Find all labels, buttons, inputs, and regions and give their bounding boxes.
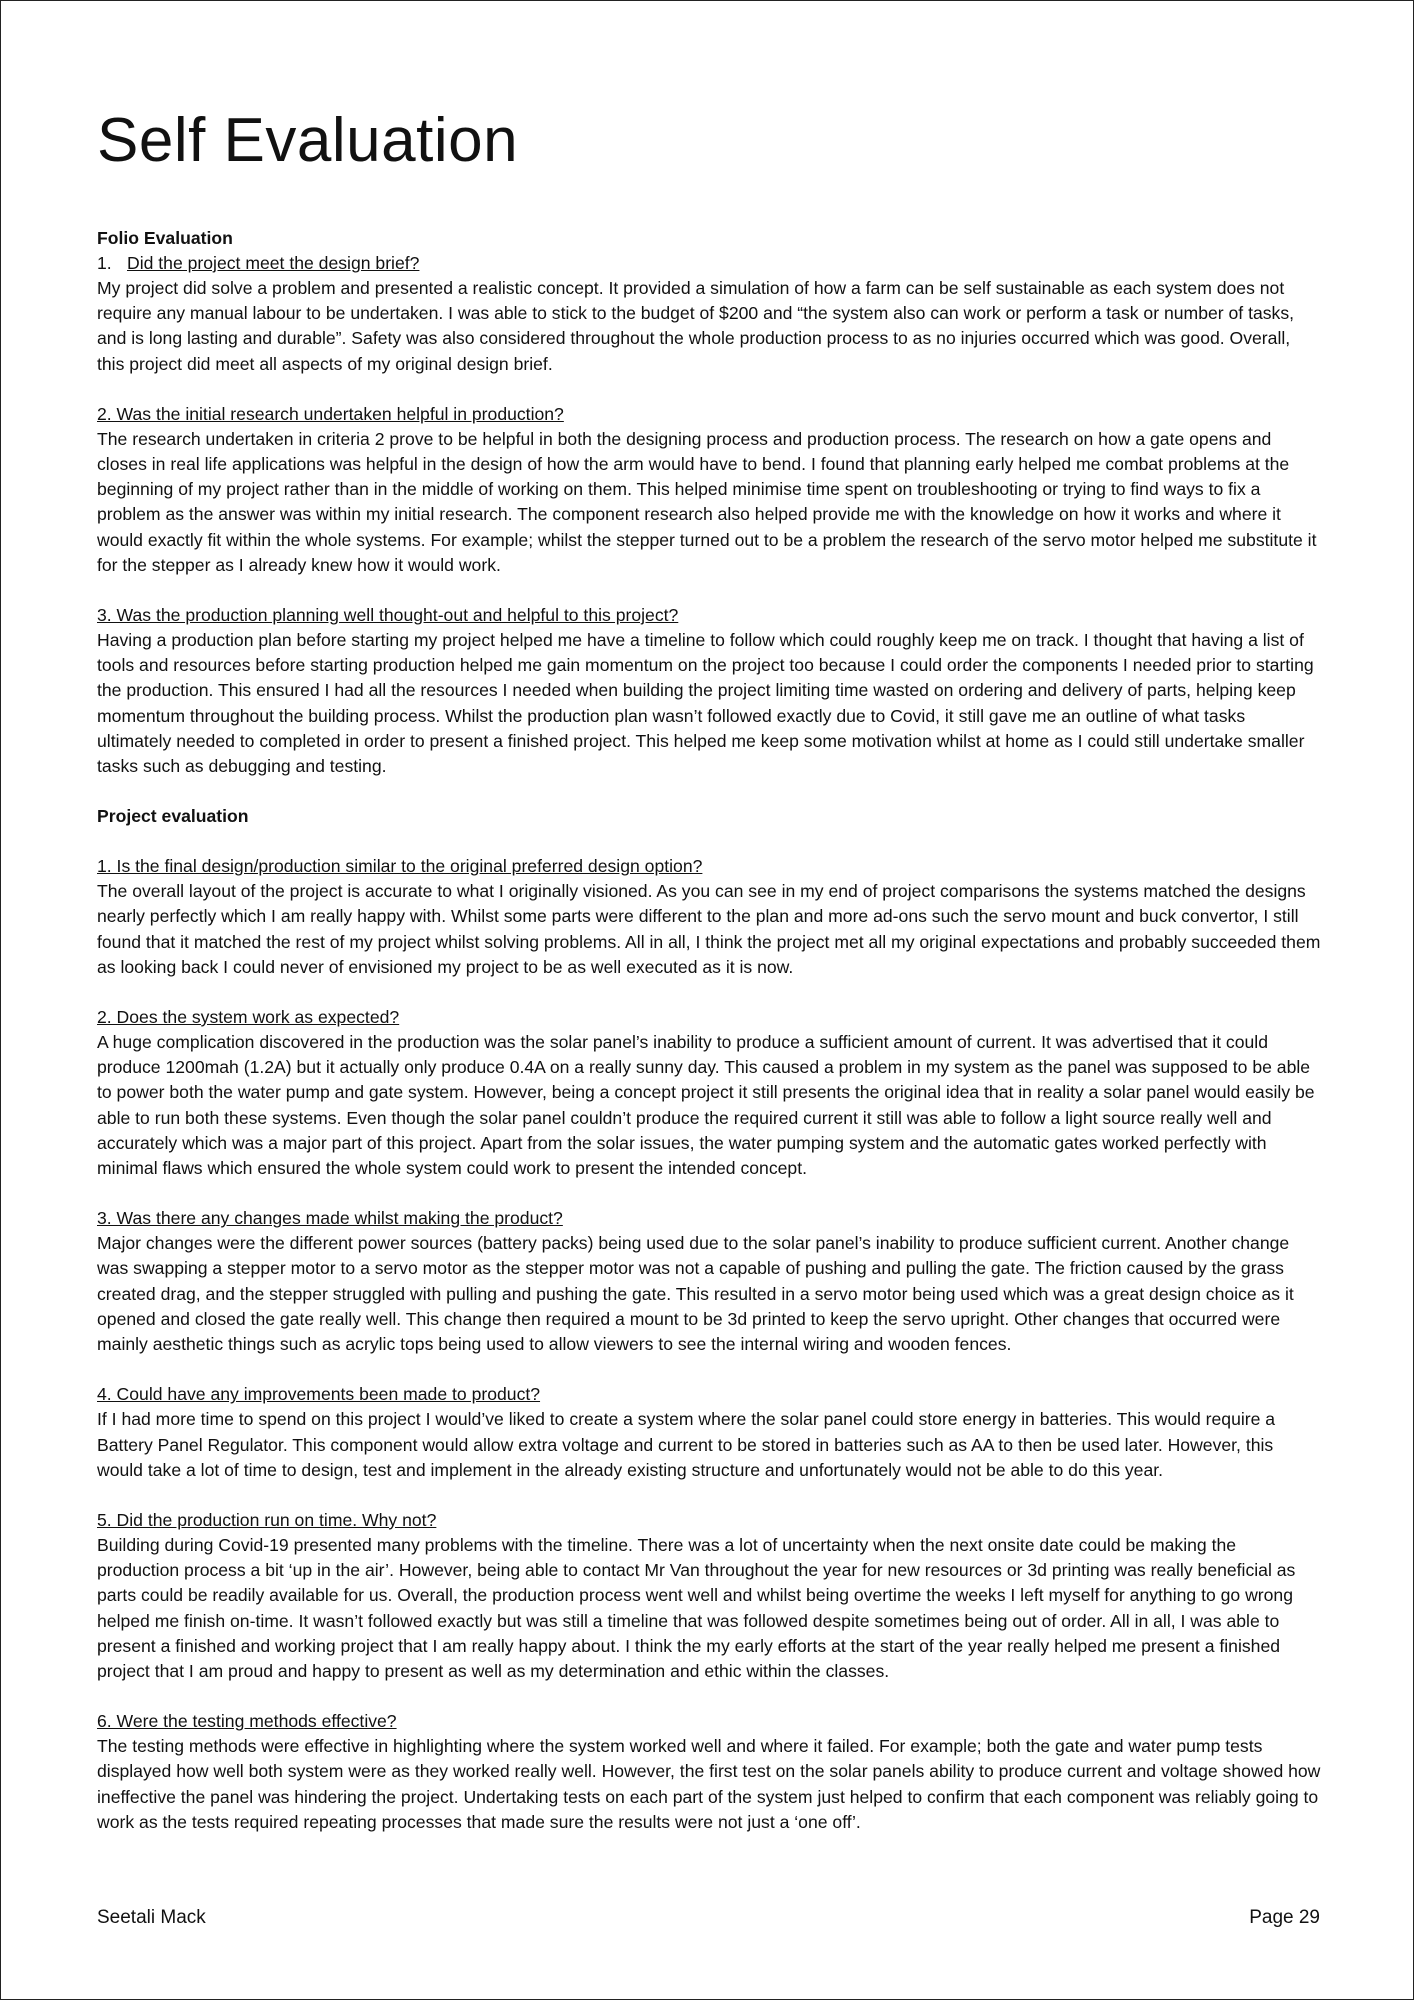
- page-title: Self Evaluation: [97, 106, 519, 175]
- question-answer: The testing methods were effective in highlighting where the system worked well and where it failed. For example; both the gate and water pump tests displayed how well both system were as they worked really well. However, the first test on the solar panels ability to produce current and voltage showed how ineffective the panel was hindering the project. Undertaking tests on each part of the system just helped to confirm that each component was reliably going to work as the tests required repeating processes that made sure the results were not just a ‘one off’.: [97, 1736, 1321, 1832]
- question-title: 3. Was the production planning well thought-out and helpful to this project?: [97, 605, 679, 626]
- question-title: 3. Was there any changes made whilst making the product?: [97, 1208, 563, 1229]
- folio-evaluation-heading: Folio Evaluation: [97, 228, 233, 248]
- question-answer: My project did solve a problem and presented a realistic concept. It provided a simulation of how a farm can be self sustainable as each system does not require any manual labour to be undertaken. I was able to stick to the budget of $200 and “the system also can work or perform a task or number of tasks, and is long lasting and durable”. Safety was also considered throughout the whole production process to as no injuries occurred which was good. Overall, this project did meet all aspects of my original design brief.: [97, 278, 1295, 374]
- question-title: 2. Was the initial research undertaken helpful in production?: [97, 403, 564, 424]
- question-title: [97, 251, 1322, 276]
- author-name: Seetali Mack: [97, 1907, 206, 1928]
- project-question-6: [97, 1709, 1322, 1835]
- project-question-5: [97, 1508, 1322, 1684]
- project-question-4: [97, 1382, 1322, 1483]
- project-question-2: [97, 1005, 1322, 1181]
- page-footer: [97, 1906, 1320, 1930]
- question-answer: Building during Covid-19 presented many problems with the timeline. There was a lot of uncertainty when the next onsite date could be making the production process a bit ‘up in the air’. However, being able to contact Mr Van throughout the year for new resources or 3d printing was really beneficial as parts could be readily available for us. Overall, the production process went well and whilst being overtime the weeks I left myself for anything to go wrong helped me finish on-time. It wasn’t followed exactly but was still a timeline that was followed despite sometimes being out of order. All in all, I was able to present a finished and working project that I am really happy about. I think the my early efforts at the start of the year really helped me present a finished project that I am proud and happy to present as well as my determination and ethic within the classes.: [97, 1534, 1296, 1681]
- question-answer: The research undertaken in criteria 2 prove to be helpful in both the designing process and production process. The research on how a gate opens and closes in real life applications was helpful in the design of how the arm would have to bend. I found that planning early helped me combat problems at the beginning of my project rather than in the middle of working on them. This helped minimise time spent on troubleshooting or trying to find ways to fix a problem as the answer was within my initial research. The component research also helped provide me with the knowledge on how it works and where it would exactly fit within the whole systems. For example; whilst the stepper turned out to be a problem the research of the servo motor helped me substitute it for the stepper as I already knew how it would work.: [97, 428, 1317, 575]
- question-answer: Major changes were the different power sources (battery packs) being used due to the solar panel’s inability to produce sufficient current. Another change was swapping a stepper motor to a servo motor as the stepper motor was not a capable of pushing and pulling the gate. The friction caused by the grass created drag, and the stepper struggled with pulling and pushing the gate. This resulted in a servo motor being used which was a great design choice as it opened and closed the gate really well. This change then required a mount to be 3d printed to keep the servo upright. Other changes that occurred were mainly aesthetic things such as acrylic tops being used to allow viewers to see the internal wiring and wooden fences.: [97, 1233, 1294, 1355]
- question-answer: A huge complication discovered in the production was the solar panel’s inability to produce a sufficient amount of current. It was advertised that it could produce 1200mah (1.2A) but it actually only produce 0.4A on a really sunny day. This caused a problem in my system as the panel was supposed to be able to power both the water pump and gate system. However, being a concept project it still presents the original idea that in reality a solar panel would easily be able to run both these systems. Even though the solar panel couldn’t produce the required current it still was able to follow a light source really well and accurately which was a major part of this project. Apart from the solar issues, the water pumping system and the automatic gates worked perfectly with minimal flaws which ensured the whole system could work to present the intended concept.: [97, 1032, 1315, 1179]
- question-answer: The overall layout of the project is accurate to what I originally visioned. As you can see in my end of project comparisons the systems matched the designs nearly perfectly which I am really happy with. Whilst some parts were different to the plan and more ad-ons such the servo mount and buck convertor, I still found that it matched the rest of my project whilst solving problems. All in all, I think the project met all my original expectations and probably succeeded them as looking back I could never of envisioned my project to be as well executed as it is now.: [97, 881, 1321, 977]
- section-spacer: [97, 829, 1322, 854]
- question-title: 1. Is the final design/production similar to the original preferred design option?: [97, 856, 703, 877]
- page-number: Page 29: [1249, 1907, 1320, 1928]
- document-content: [97, 96, 1322, 1860]
- question-title: 4. Could have any improvements been made to product?: [97, 1384, 541, 1405]
- project-question-1: [97, 854, 1322, 980]
- folio-question-2: [97, 402, 1322, 578]
- folio-question-3: [97, 603, 1322, 779]
- question-title-text: Did the project meet the design brief?: [127, 253, 420, 273]
- project-evaluation-heading: Project evaluation: [97, 806, 249, 827]
- folio-question-1: [97, 251, 1322, 377]
- project-question-3: [97, 1206, 1322, 1357]
- question-title: 6. Were the testing methods effective?: [97, 1711, 397, 1732]
- question-answer: Having a production plan before starting my project helped me have a timeline to follow which could roughly keep me on track. I thought that having a list of tools and resources before starting production helped me gain momentum on the project too because I could order the components I needed prior to starting the production. This ensured I had all the resources I needed when building the project limiting time wasted on ordering and delivery of parts, helping keep momentum throughout the building process. Whilst the production plan wasn’t followed exactly due to Covid, it still gave me an outline of what tasks ultimately needed to completed in order to present a finished project. This helped me keep some motivation whilst at home as I could still undertake smaller tasks such as debugging and testing.: [97, 630, 1314, 777]
- question-number: 1.: [97, 253, 112, 273]
- question-title: 2. Does the system work as expected?: [97, 1007, 400, 1028]
- question-answer: If I had more time to spend on this project I would’ve liked to create a system where the solar panel could store energy in batteries. This would require a Battery Panel Regulator. This component would allow extra voltage and current to be stored in batteries such as AA to then be used later. However, this would take a lot of time to design, test and implement in the already existing structure and unfortunately would not be able to do this year.: [97, 1409, 1276, 1480]
- question-title: 5. Did the production run on time. Why not?: [97, 1509, 437, 1530]
